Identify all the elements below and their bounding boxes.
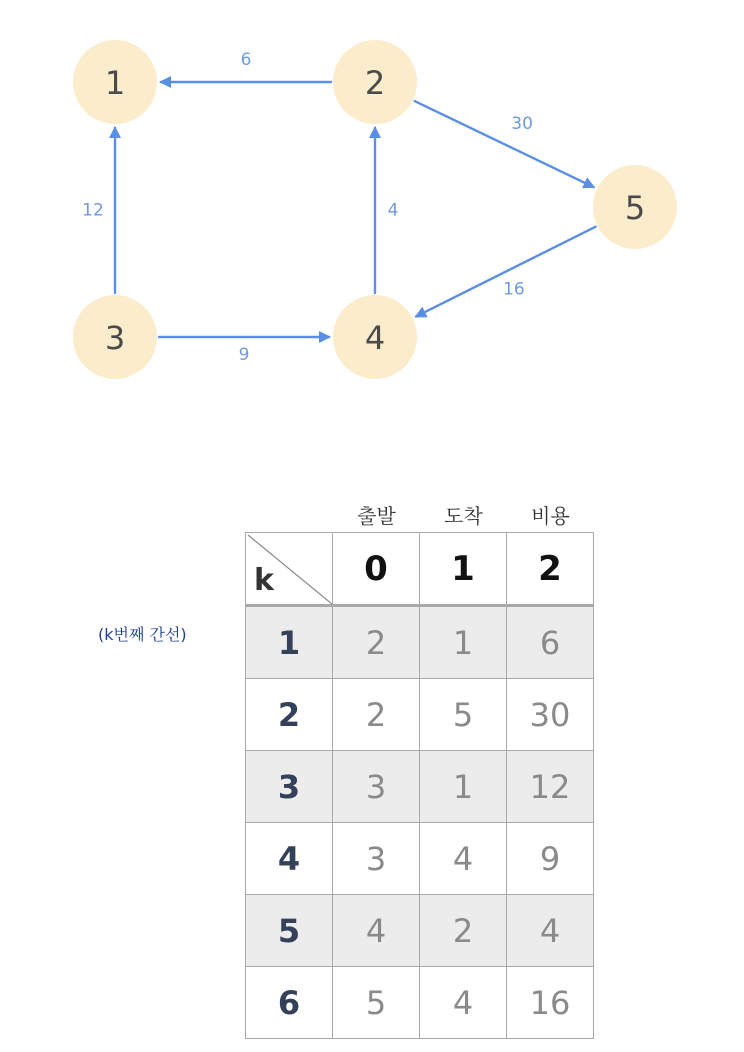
table-row (246, 823, 594, 895)
node-label-1: 1 (104, 64, 126, 102)
row-index: 2 (246, 679, 333, 751)
row-index: 3 (246, 751, 333, 823)
table-row (246, 679, 594, 751)
cell-start: 2 (333, 679, 420, 751)
column-name-end: 도착 (444, 504, 483, 528)
row-header-label: k (254, 563, 274, 598)
edge-weight-2-to-5: 30 (511, 114, 533, 135)
edge-weight-2-to-1: 6 (240, 50, 252, 70)
edge-weight-5-to-4: 16 (503, 279, 525, 300)
table-header-row (246, 533, 594, 606)
row-index: 1 (246, 606, 333, 679)
column-name-cost: 비용 (531, 504, 570, 528)
node-label-2: 2 (364, 64, 386, 102)
cell-start: 5 (333, 967, 420, 1039)
cell-start: 3 (333, 751, 420, 823)
table-row (246, 751, 594, 823)
node-label-3: 3 (104, 319, 126, 357)
cell-cost: 30 (507, 679, 594, 751)
cell-end: 4 (420, 823, 507, 895)
cell-cost: 6 (507, 606, 594, 679)
table-row (246, 895, 594, 967)
table-row (246, 606, 594, 679)
corner-cell (246, 533, 333, 606)
edge-weight-3-to-4: 9 (238, 345, 250, 365)
column-index-2: 2 (507, 533, 594, 606)
cell-end: 5 (420, 679, 507, 751)
row-index: 6 (246, 967, 333, 1039)
edge-weight-3-to-1: 12 (82, 200, 104, 221)
row-note: (k번째 간선) (98, 625, 187, 644)
cell-cost: 16 (507, 967, 594, 1039)
cell-start: 2 (333, 606, 420, 679)
edge-5-to-4 (416, 227, 596, 317)
cell-end: 2 (420, 895, 507, 967)
table-row (246, 967, 594, 1039)
row-index: 4 (246, 823, 333, 895)
edge-list-table (245, 532, 594, 1039)
column-name-start: 출발 (357, 504, 396, 528)
cell-end: 1 (420, 606, 507, 679)
cell-end: 4 (420, 967, 507, 1039)
row-index: 5 (246, 895, 333, 967)
edge-weight-4-to-2: 4 (387, 200, 399, 221)
column-index-1: 1 (420, 533, 507, 606)
cell-cost: 4 (507, 895, 594, 967)
edge-2-to-5 (415, 101, 594, 187)
column-index-0: 0 (333, 533, 420, 606)
node-label-4: 4 (364, 319, 386, 357)
cell-start: 4 (333, 895, 420, 967)
cell-start: 3 (333, 823, 420, 895)
cell-cost: 9 (507, 823, 594, 895)
cell-cost: 12 (507, 751, 594, 823)
cell-end: 1 (420, 751, 507, 823)
graph-diagram (0, 0, 744, 420)
node-label-5: 5 (624, 189, 646, 227)
